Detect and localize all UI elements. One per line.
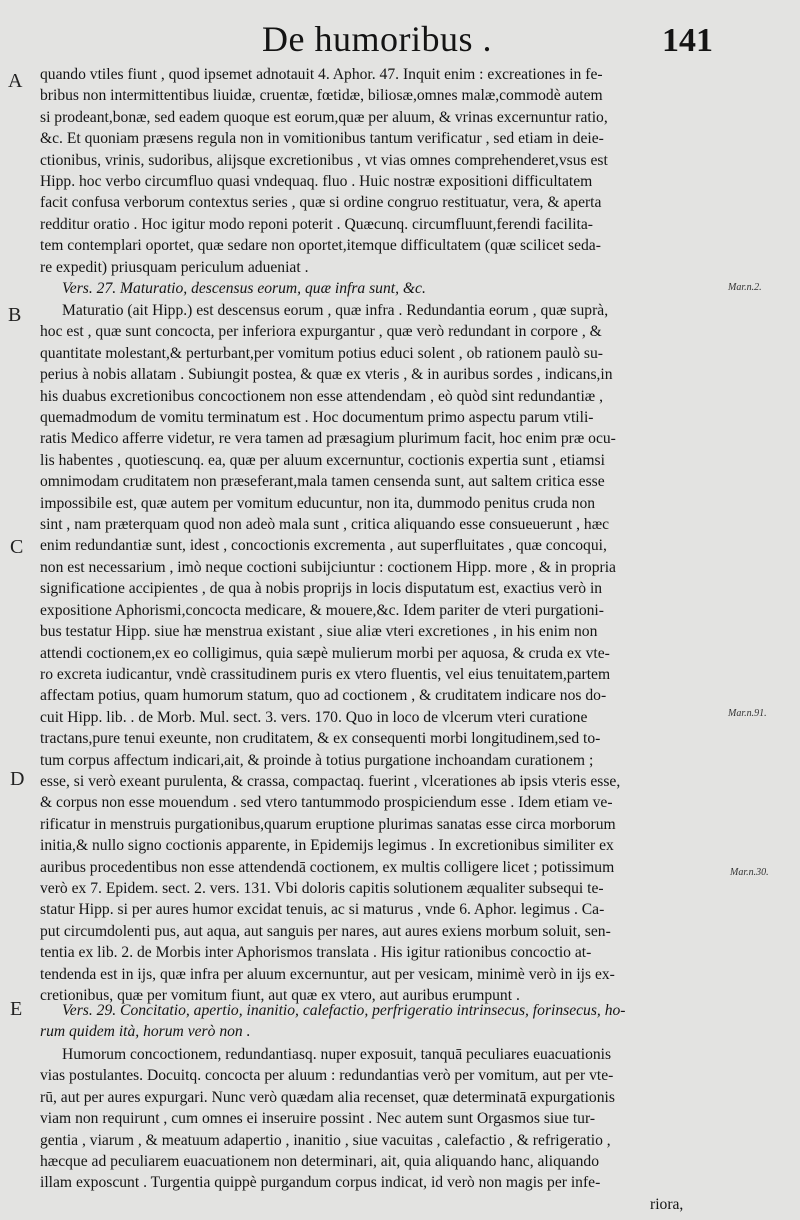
verse-rubric: rum quidem ità, horum verò non . — [40, 1023, 251, 1041]
paragraph-b — [40, 300, 720, 1006]
text-line: verò ex 7. Epidem. sect. 2. vers. 131. Vbi doloris capitis solutionem æqualiter subsequi te- — [40, 879, 604, 897]
page-header — [0, 18, 800, 62]
text-line: lis habentes , quotiescunq. ea, quæ per aluum excernuntur, coctionis expertia sunt , etiamsi — [40, 451, 605, 469]
text-line: Maturatio (ait Hipp.) est descensus eorum , quæ infra . Redundantia eorum , quæ suprà, — [62, 302, 609, 319]
text-line: his duabus excretionibus concoctionem non esse attendendam , eò quòd sint redundantiæ , — [40, 387, 603, 405]
text-line: significatione accipientes , de qua à nobis proprijs in locis disputatum est, exactius verò in — [40, 580, 603, 598]
text-line: statur Hipp. si per aures humor excidat tenuis, ac si maturus , vnde 6. Aphor. legimus . Ca- — [40, 901, 605, 919]
margin-letter-d: D — [10, 768, 25, 790]
text-line: cretionibus, quæ per vomitum fiunt, aut quæ ex vtero, aut auribus erumpunt . — [40, 987, 520, 1004]
text-line: non est necessarium , imò neque coctioni subijciuntur : coctionem Hipp. more , & in propria — [40, 558, 616, 576]
text-line: tem contemplari oportet, quæ sedare non oportet,itemque difficultatem (quæ scilicet seda- — [40, 237, 601, 255]
text-line: facit confusa verborum contextus series , quæ si ordine congruo restituatur, vera, & aperta — [40, 194, 602, 212]
text-line: omnimodam cruditatem non præseferant,mala tamen censenda sunt, aut saltem critica esse — [40, 473, 605, 491]
text-line: impossibile est, quæ autem per vomitum educuntur, non ita, dummodo penitus cruda non — [40, 494, 596, 512]
margin-note-3: Mar.n.30. — [730, 867, 769, 878]
margin-letter-a: A — [8, 70, 23, 92]
text-line: redditur oratio . Hoc igitur modo reponi poterit . Quæcunq. circumfluunt,ferendi facilita- — [40, 215, 593, 233]
margin-letter-e: E — [10, 998, 23, 1020]
text-line: quantitate molestant,& perturbant,per vomitum potius educi solent , ob rationem paulò su- — [40, 344, 603, 362]
text-line: affectam potius, quam humorum statum, quo ad coctionem , & cruditatem indicare nos do- — [40, 687, 607, 705]
text-line: re expedit) priusquam periculum adueniat . — [40, 258, 309, 276]
text-line: Humorum concoctionem, redundantiasq. nuper exposuit, tanquā peculiares euacuationis — [62, 1046, 612, 1063]
text-line: Hipp. hoc verbo circumfluo quasi vndequaq. fluo . Huic nostræ expositioni difficultatem — [40, 173, 593, 191]
text-line: perius à nobis allatam . Subiungit postea, & quæ ex vteris , & in auribus sordes , indicans,in — [40, 366, 613, 384]
text-line: tum corpus affectum indicari,ait, & proinde à totius purgatione inchoandam curationem ; — [40, 751, 594, 769]
catchword: riora, — [650, 1195, 684, 1213]
verse-rubric: Vers. 27. Maturatio, descensus eorum, quæ infra sunt, &c. — [62, 280, 426, 297]
text-line: ro excreta iudicantur, vndè crassitudinem puris ex vtero fluentis, vel eius tenuitatem,partem — [40, 665, 611, 683]
margin-note-2: Mar.n.91. — [728, 708, 767, 719]
page-number: 141 — [662, 22, 713, 59]
text-line: tractans,pure tenui exeunte, non cruditatem, & ex consequenti morbi longitudinem,sed to- — [40, 730, 601, 748]
verse-rubric: Vers. 29. Concitatio, apertio, inanitio, calefactio, perfrigeratio intrinsecus, forinsecus, ho- — [62, 1002, 626, 1019]
text-line: tendenda est in ijs, quæ infra per aluum excernuntur, aut per vesicam, minimè verò in ijs ex- — [40, 965, 615, 983]
text-line: put circumdolenti pus, aut aqua, aut sanguis per nares, aut aures exiens morbum soluit, sen- — [40, 922, 611, 940]
text-line: sint , nam præterquam quod non adeò mala sunt , critica aliquando esse consueuerunt , hæc — [40, 516, 610, 534]
text-line: rū, aut per aures expurgari. Nunc verò quædam alia recenset, quæ determinatā expurgationis — [40, 1088, 615, 1106]
paragraph-a — [40, 64, 720, 278]
text-line: tentia ex lib. 2. de Morbis inter Aphorismos translata . His igitur rationibus concoctio at- — [40, 944, 592, 962]
text-line: initia,& nullo signo coctionis apparente, in Epidemijs legimus . In excretionibus similiter ex — [40, 837, 614, 855]
text-line: hoc est , quæ sunt concocta, per inferiora expurgantur , quæ verò redundant in corpore , & — [40, 323, 602, 341]
text-line: cuit Hipp. lib. . de Morb. Mul. sect. 3. vers. 170. Quo in loco de vlcerum vteri curatione — [40, 708, 588, 726]
text-line: &c. Et quoniam præsens regula non in vomitionibus tantum verificatur , sed etiam in deie- — [40, 130, 604, 148]
margin-letter-b: B — [8, 304, 22, 326]
text-line: gentia , viarum , & meatuum adapertio , inanitio , siue vacuitas , calefactio , & refrigeratio , — [40, 1131, 611, 1149]
text-line: viam non requirunt , cum omnes ei inseruire possint . Nec autem sunt Orgasmos siue tur- — [40, 1110, 596, 1128]
text-line: rificatur in menstruis purgationibus,quarum eruptione plurimas sanatas esse circa morborum — [40, 815, 616, 833]
text-line: illam exposcunt . Turgentia quippè purgandum corpus indicat, id verò non magis per infe- — [40, 1174, 601, 1192]
text-line: ctionibus, vrinis, sudoribus, alijsque excretionibus , vt vias omnes comprehenderet,vsus est — [40, 151, 608, 169]
text-line: bus testatur Hipp. siue hæ menstrua existant , siue aliæ vteri excretiones , in his enim non — [40, 623, 598, 641]
text-line: quemadmodum de vomitu terminatum est . Hoc documentum primo aspectu parum vtili- — [40, 409, 594, 427]
text-line: & corpus non esse mouendum . sed vtero tantummodo prospiciendum esse . Idem etiam ve- — [40, 794, 613, 812]
margin-letter-c: C — [10, 536, 24, 558]
text-line: expositione Aphorismi,concocta medicare, & mouere,&c. Idem pariter de vteri purgationi- — [40, 601, 604, 619]
paragraph-e — [40, 1044, 720, 1215]
text-line: si prodeant,bonæ, sed eadem quoque est eorum,quæ per aluum, & vrinas excernuntur ratio, — [40, 108, 608, 126]
text-line: attendi coctionem,ex eo colligimus, quia sæpè mulierum morbi per aquosa, & cruda ex vte- — [40, 644, 610, 662]
verse-29-heading — [40, 1000, 720, 1043]
page-title: De humoribus . — [262, 19, 492, 59]
text-line: vias postulantes. Docuitq. concocta per aluum : redundantias verò per vomitum, aut per vte- — [40, 1067, 614, 1085]
text-line: esse, si verò exeant purulenta, & crassa, compactaq. fuerint , vlcerationes ab ipsis vteris esse, — [40, 772, 621, 790]
margin-note-1: Mar.n.2. — [728, 282, 762, 293]
text-line: enim redundantiæ sunt, idest , concoctionis excrementa , aut superfluitates , quæ concoqui, — [40, 537, 607, 555]
text-line: ratis Medico afferre videtur, re vera tamen ad præsagium plurimum facit, hoc enim præ ocu- — [40, 430, 616, 448]
text-line: bribus non intermittentibus liuidæ, cruentæ, fœtidæ, biliosæ,omnes malæ,commodè autem — [40, 87, 603, 105]
text-line: auribus procedentibus non esse attendendā coctionem, ex multis colligere licet ; potissimum — [40, 858, 615, 876]
verse-27-heading — [40, 278, 720, 299]
text-line: quando vtiles fiunt , quod ipsemet adnotauit 4. Aphor. 47. Inquit enim : excreationes in fe- — [40, 66, 603, 83]
text-line: hæcque ad peculiarem euacuationem non determinari, ait, quia aliquando hanc, aliquando — [40, 1153, 599, 1171]
